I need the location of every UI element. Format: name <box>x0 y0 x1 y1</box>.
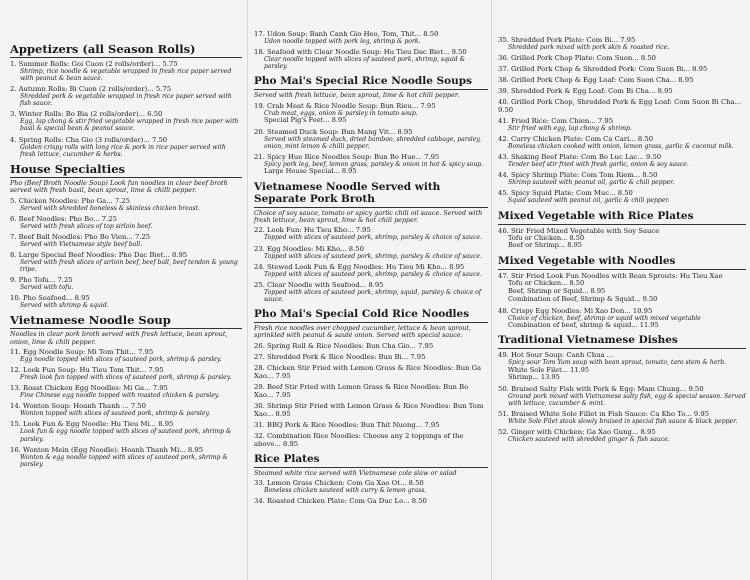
section-title: Mixed Vegetable with Noodles <box>498 255 676 268</box>
menu-item-name: 17. Udon Soup: Banh Canh Gio Heo, Tom, Thit... 8.50 <box>254 30 439 38</box>
menu-item-name: 9. Pho Tofu... 7.25 <box>10 276 73 285</box>
menu-item-name: 32. Combination Rice Noodles: Choose any 2 toppings of the above... 8.95 <box>254 431 464 448</box>
menu-section <box>10 314 242 468</box>
menu-item <box>10 197 242 212</box>
menu-column-right <box>492 0 750 580</box>
menu-section <box>10 163 242 309</box>
menu-item <box>498 54 746 62</box>
menu-item-name: 31. BBQ Pork & Rice Noodles: Bun Thit Nuong... 7.95 <box>254 420 440 429</box>
menu-item-option: Large House Special... 8.95 <box>264 166 357 175</box>
menu-item-name: 48. Crispy Egg Noodles: Mi Xao Don... 10.95 <box>498 306 653 315</box>
menu-item-name: 19. Crab Meat & Rice Noodle Soup: Bun Rieu... 7.95 <box>254 101 436 110</box>
menu-item-name: 49. Hot Sour Soup: Canh Chua ... <box>498 351 614 360</box>
menu-item-option: Special Pig's Feet... 8.95 <box>264 115 347 124</box>
menu-section <box>498 210 746 251</box>
menu-item <box>10 233 242 248</box>
menu-item-description: Wonton & egg noodle topped with slices of sauteed pork, shrimp & parsley. <box>20 453 228 468</box>
section-description: Served with fresh lettuce, bean sprout, lime & hot chili pepper. <box>254 91 460 100</box>
menu-item-description: Topped with slices of sauteed pork, shrimp, squid, parsley & choice of sauce. <box>264 288 482 303</box>
menu-item <box>498 227 746 251</box>
menu-item-name: 28. Chicken Stir Fried with Lemon Grass & Rice Noodles: Bun Ga Xao... 7.95 <box>254 363 482 380</box>
menu-item-name: 25. Clear Noodle with Seafood... 8.95 <box>254 280 384 289</box>
menu-item <box>254 421 488 429</box>
menu-item-name: 21. Spicy Hue Rice Noodles Soup: Bun Bo Hue... 7.95 <box>254 152 440 161</box>
menu-item-description: Spicy sour Tom Yum soup with bean sprout, tomato, taro stem & herb. <box>508 359 727 367</box>
section-divider <box>498 348 746 349</box>
menu-item-name: 16. Wonton Mein (Egg Noodle): Hoanh Thanh Mi... 8.95 <box>10 445 204 454</box>
menu-item-description: Served with shredded boneless & skinless chicken breast. <box>20 204 200 212</box>
menu-item-description: White Sole Filet steak slowly braised in special fish sauce & black pepper. <box>508 418 738 426</box>
section-divider <box>254 322 488 323</box>
menu-item-name: 18. Seafood with Clear Noodle Soup: Hu Tieu Dac Biet... 9.50 <box>254 48 467 57</box>
menu-item-option: Combination of beef, shrimp & squid... 11.95 <box>508 320 659 329</box>
menu-item-name: 38. Grilled Pork Chop & Egg Loaf: Com Suon Cha... 8.95 <box>498 76 694 85</box>
menu-item <box>10 294 242 309</box>
menu-item-description: Served with shrimp & squid. <box>20 302 109 310</box>
menu-item <box>498 189 746 204</box>
menu-section <box>498 334 746 443</box>
menu-item-name: 8. Large Special Beef Noodles: Pho Dac Biet... 8.95 <box>10 250 188 259</box>
menu-item-name: 24. Stewed Look Fun & Egg Noodles: Hu Tieu Mi Kho... 8.95 <box>254 262 465 271</box>
section-description: Pho (Beef Broth Noodle Soup) Look fun noodles in clear beef broth served with fresh basil, bean sprout, lime & chilli pepper. <box>10 178 228 195</box>
menu-item <box>254 432 488 448</box>
menu-item-option: Beef or Shrimp... 8.95 <box>508 241 582 250</box>
menu-item-option: Beef, Shrimp or Squid... 8.95 <box>508 286 606 295</box>
menu-item-description: Fine Chinese egg noodle topped with roasted chicken & parsley. <box>20 392 220 400</box>
menu-item-description: Choice of chicken, beef, shrimp or squid with mixed vegetable <box>508 314 701 322</box>
menu-item-name: 11. Egg Noodle Soup: Mi Tom Thit... 7.95 <box>10 348 154 357</box>
menu-item-name: 30. Shrimp Stir Fried with Lemon Grass & Rice Noodles: Bun Tom Xao... 8.95 <box>254 401 484 418</box>
menu-item-name: 27. Shredded Pork & Rice Noodles: Bun Bi... 7.95 <box>254 352 426 361</box>
menu-column-middle <box>248 0 492 580</box>
menu-item-name: 13. Roast Chicken Egg Noodles: Mi Ga... 7.95 <box>10 384 168 393</box>
menu-item <box>498 135 746 150</box>
menu-section <box>254 308 488 448</box>
menu-item <box>254 30 488 45</box>
menu-item-name: 33. Lemon Grass Chicken: Com Ga Xao Ot... 8.50 <box>254 479 424 488</box>
menu-item-name: 15. Look Fun & Egg Noodle: Hu Tieu Mi... 8.95 <box>10 420 174 429</box>
section-divider <box>254 89 488 90</box>
menu-item <box>498 87 746 95</box>
section-divider <box>254 207 488 208</box>
menu-item-name: 5. Chicken Noodles: Pho Ga... 7.25 <box>10 196 130 205</box>
menu-item <box>10 446 242 468</box>
menu-item <box>254 226 488 241</box>
menu-item-description: Shredded pork mixed with pork skin & roasted rice. <box>508 44 670 51</box>
menu-item <box>254 281 488 303</box>
menu-item <box>254 497 488 505</box>
menu-item-name: 47. Stir Fried Look Fun Noodles with Bean Sprouts: Hu Tieu Xao <box>498 272 723 281</box>
menu-column-left <box>0 0 248 580</box>
menu-item <box>498 171 746 186</box>
menu-item-description: Boneless chicken sauteed with curry & lemon grass. <box>264 487 427 495</box>
menu-item <box>254 383 488 399</box>
section-title: Mixed Vegetable with Rice Plates <box>498 209 694 222</box>
menu-item <box>498 385 746 407</box>
menu-item-description: Shrimp sauteed with peanut oil, garlic & chili pepper. <box>508 179 675 187</box>
section-description: Steamed white rice served with Vietnamese cole slaw or salad <box>254 468 457 477</box>
menu-item <box>254 353 488 361</box>
menu-item-description: Egg noodle topped with slices of sauteed pork, shrimp & parsley. <box>20 356 222 364</box>
menu-item-description: Shrimp, rice noodle & vegetable wrapped in fresh rice paper served with peanut & bean sauce. <box>20 68 232 83</box>
menu-item <box>10 251 242 273</box>
section-divider <box>10 57 242 58</box>
menu-item <box>254 342 488 350</box>
section-description: Noodles in clear pork broth served with fresh lettuce, bean sprout, onion, lime & chili pepper. <box>10 330 228 346</box>
menu-item <box>254 402 488 418</box>
menu-item-description: Crab meat, eggs, onion & parsley in tomato soup. <box>264 109 418 117</box>
menu-section <box>10 43 242 158</box>
menu-item-name: 46. Stir Fried Mixed Vegetable with Soy Sauce <box>498 226 660 235</box>
menu-item-option: Tofu or Chicken... 8.50 <box>508 279 585 288</box>
menu-item-name: 43. Shaking Beef Plate: Com Bo Luc Lac... 9.50 <box>498 153 662 162</box>
menu-item <box>498 307 746 330</box>
menu-item-description: Tender beef stir fried with fresh garlic, onion & soy sauce. <box>508 161 689 169</box>
menu-item-description: Served with fresh slices of sirloin beef, beef ball, beef tendon & young tripe. <box>20 258 238 273</box>
menu-item <box>10 402 242 417</box>
menu-item-name: 14. Wonton Soup: Hoanh Thanh ... 7.50 <box>10 402 146 411</box>
section-divider <box>498 224 746 225</box>
section-title: Pho Mai's Special Cold Rice Noodles <box>254 307 470 320</box>
menu-item <box>254 48 488 70</box>
menu-item <box>498 428 746 443</box>
menu-item-name: 6. Beef Noodles: Pho Bo... 7.25 <box>10 214 117 223</box>
menu-item-name: 10. Pho Seafood... 8.95 <box>10 294 90 303</box>
section-title: Rice Plates <box>254 452 320 465</box>
menu-item-description: Served with tofu. <box>20 284 74 292</box>
menu-item <box>254 364 488 380</box>
menu-item-option: White Sole Filet... 11.95 <box>508 365 589 374</box>
menu-item-name: 36. Grilled Pork Chop Plate: Com Suon... 8.50 <box>498 54 656 63</box>
section-description: Choice of soy sauce, tomato or spicy garlic chili oil sauce. Served with fresh lettuce, bean sprout, lime & hot chili pepper. <box>254 208 483 225</box>
menu-item-name: 50. Braised Salty Fish with Pork & Egg: Mam Chung... 9.50 <box>498 385 704 394</box>
section-title: Appetizers (all Season Rolls) <box>10 42 196 56</box>
menu-item-name: 1. Summer Rolls: Goi Cuon (2 rolls/order)... 5.75 <box>10 60 178 68</box>
menu-item <box>498 117 746 132</box>
menu-item-name: 40. Grilled Pork Chop, Shredded Pork & Egg Loaf: Com Suon Bi Cha... 9.50 <box>498 98 742 115</box>
menu-item-description: Chicken sauteed with shredded ginger & fish sauce. <box>508 436 670 444</box>
menu-item-name: 29. Beef Stir Fried with Lemon Grass & Rice Noodles: Bun Bo Xao... 7.95 <box>254 382 469 399</box>
menu-item <box>10 85 242 107</box>
menu-item <box>498 410 746 425</box>
section-title: Pho Mai's Special Rice Noodle Soups <box>254 75 473 88</box>
menu-item-name: 3. Winter Rolls: Bo Bia (2 rolls/order)... 6.50 <box>10 110 163 119</box>
section-divider <box>10 177 242 178</box>
section-divider <box>498 269 746 270</box>
menu-item <box>254 102 488 125</box>
menu-item <box>10 276 242 291</box>
menu-item <box>10 348 242 363</box>
menu-item-name: 26. Spring Roll & Rice Noodles: Bun Cha Gio... 7.95 <box>254 341 434 350</box>
section-divider <box>10 328 242 329</box>
menu-item-name: 34. Roasted Chicken Plate: Com Ga Duc Lo... 8.50 <box>254 497 427 506</box>
menu-item-name: 51. Braised White Sole Fillet in Fish Sauce: Ca Kho To... 9.95 <box>498 410 710 419</box>
menu-item-description: Shredded pork & vegetable wrapped in fresh rice paper served with fish sauce. <box>20 93 232 108</box>
menu-item-name: 35. Shredded Pork Plate: Com Bi... 7.95 <box>498 36 636 44</box>
menu-item-description: Served with fresh slices of top sirloin beef. <box>20 222 153 230</box>
menu-item-name: 4. Spring Rolls: Cha Gio (3 rolls/order)... 7.50 <box>10 135 168 144</box>
menu-item-description: Topped with slices of sauteed pork, shrimp, parsley & choice of sauce. <box>264 234 482 242</box>
menu-section <box>254 30 488 70</box>
section-divider <box>254 467 488 468</box>
menu-item-name: 44. Spicy Shrimp Plate: Com Tom Riem... 8.50 <box>498 171 658 180</box>
menu-item-name: 23. Egg Noodles: Mi Kho... 8.50 <box>254 244 364 253</box>
menu-item-name: 42. Curry Chicken Plate: Com Ca Cari... 8.50 <box>498 135 654 144</box>
menu-item <box>254 245 488 260</box>
menu-item-description: Topped with slices of sauteed pork, shrimp, parsley & choice of sauce. <box>264 252 482 260</box>
menu-item-name: 2. Autumn Rolls: Bi Cuon (2 rolls/order)... 5.75 <box>10 85 172 94</box>
menu-item <box>254 479 488 494</box>
menu-item-name: 20. Steamed Duck Soup: Bun Mang Vit... 8.95 <box>254 127 413 136</box>
menu-item <box>10 384 242 399</box>
menu-item <box>498 65 746 73</box>
menu-item <box>10 110 242 132</box>
menu-section <box>254 181 488 303</box>
menu-section <box>498 255 746 329</box>
menu-item-description: Boneless chicken cooked with onion, lemon grass, garlic & coconut milk. <box>508 143 734 151</box>
menu-item-description: Egg, lap chong & stir fried vegetable wrapped in fresh rice paper with basil & special bean & peanut sauce. <box>20 118 239 133</box>
menu-item <box>498 76 746 84</box>
menu-item-description: Served with steamed duck, dried bamboo, shredded cabbage, parsley, onion, mint lemon & chilli pepper. <box>264 135 481 150</box>
menu-item-description: Wonton topped with slices of sauteed pork, shrimp & parsley. <box>20 410 211 418</box>
menu-item-option: Shrimp... 13.95 <box>508 373 560 382</box>
menu-item <box>10 366 242 381</box>
menu-item-description: Golden crispy rolls with long rice & pork in rice paper served with fresh lettuce, cucumber & herbs. <box>20 143 226 158</box>
menu-item-name: 37. Grilled Pork Chop & Shredded Pork: Com Suon Bi... 8.95 <box>498 65 708 74</box>
menu-item <box>254 128 488 150</box>
menu-item-option: Combination of Beef, Shrimp & Squid... 9.50 <box>508 294 658 303</box>
menu-item <box>10 136 242 158</box>
menu-item-name: 22. Look Fun: Hu Tieu Kho... 7.95 <box>254 226 371 235</box>
menu-item-description: Served with Vietnamese style beef ball. <box>20 240 143 248</box>
menu-item <box>498 153 746 168</box>
menu-item <box>254 263 488 278</box>
menu-section <box>254 453 488 506</box>
menu-item <box>10 420 242 442</box>
section-title: Vietnamese Noodle Soup <box>10 313 171 328</box>
menu-item <box>10 215 242 230</box>
menu-section <box>254 75 488 175</box>
menu-item-name: 7. Beef Ball Noodles: Pho Bo Vien... 7.25 <box>10 232 151 241</box>
menu-item <box>498 36 746 51</box>
menu-section <box>498 36 746 205</box>
menu-item-description: Look fun & egg noodle topped with slices of sauteed pork, shrimp & parsley. <box>20 428 232 443</box>
menu-item-description: Spicy pork leg, beef, lemon grass, parsley & onion in hot & spicy soup. <box>264 160 484 168</box>
menu-item-description: Ground pork mixed with Vietnamese salty fish, egg & special season. Served with lettuce, cucumber & mint. <box>508 393 746 408</box>
menu-item <box>498 272 746 303</box>
menu-item-name: 45. Spicy Squid Plate: Com Muc... 8.50 <box>498 189 633 198</box>
menu-item-description: Stir fried with egg, lap chong & shrimp. <box>508 125 632 133</box>
menu-item-name: 12. Look Fun Soup: Hu Tieu Tom Thit... 7.95 <box>10 366 164 375</box>
menu-item-description: Udon noodle topped with pork leg, shrimp & pork. <box>264 38 421 45</box>
menu-item <box>254 153 488 176</box>
menu-item-option: Tofu or Chicken... 8.50 <box>508 233 585 242</box>
menu-item-description: Squid sauteed with peanut oil, garlic & chili pepper. <box>508 197 670 205</box>
menu-item <box>10 60 242 82</box>
menu-item-description: Fresh look fun topped with slices of sauteed pork, shrimp & parsley. <box>20 374 232 382</box>
menu-item-description: Clear noodle topped with slices of sauteed pork, shrimp, squid & parsley. <box>264 56 466 71</box>
menu-item-description: Topped with slices of sauteed pork, shrimp, parsley & choice of sauce. <box>264 270 482 278</box>
menu-item <box>498 351 746 382</box>
menu-item-name: 39. Shredded Pork & Egg Loaf: Com Bi Cha... 8.95 <box>498 87 673 96</box>
menu-item <box>498 98 746 114</box>
menu-item-name: 52. Ginger with Chicken: Ga Xao Gung... 8.95 <box>498 428 656 437</box>
section-title: House Specialties <box>10 161 126 176</box>
section-title: Vietnamese Noodle Served with Separate Pork Broth <box>254 180 441 205</box>
menu-item-name: 41. Fried Rice: Com Chien... 7.95 <box>498 117 614 126</box>
section-description: Fresh rice noodles over chopped cucumber, lettuce & bean sprout, sprinkled with peanut & sauté onion. Served with special sauce. <box>254 323 471 340</box>
section-title: Traditional Vietnamese Dishes <box>498 334 678 347</box>
